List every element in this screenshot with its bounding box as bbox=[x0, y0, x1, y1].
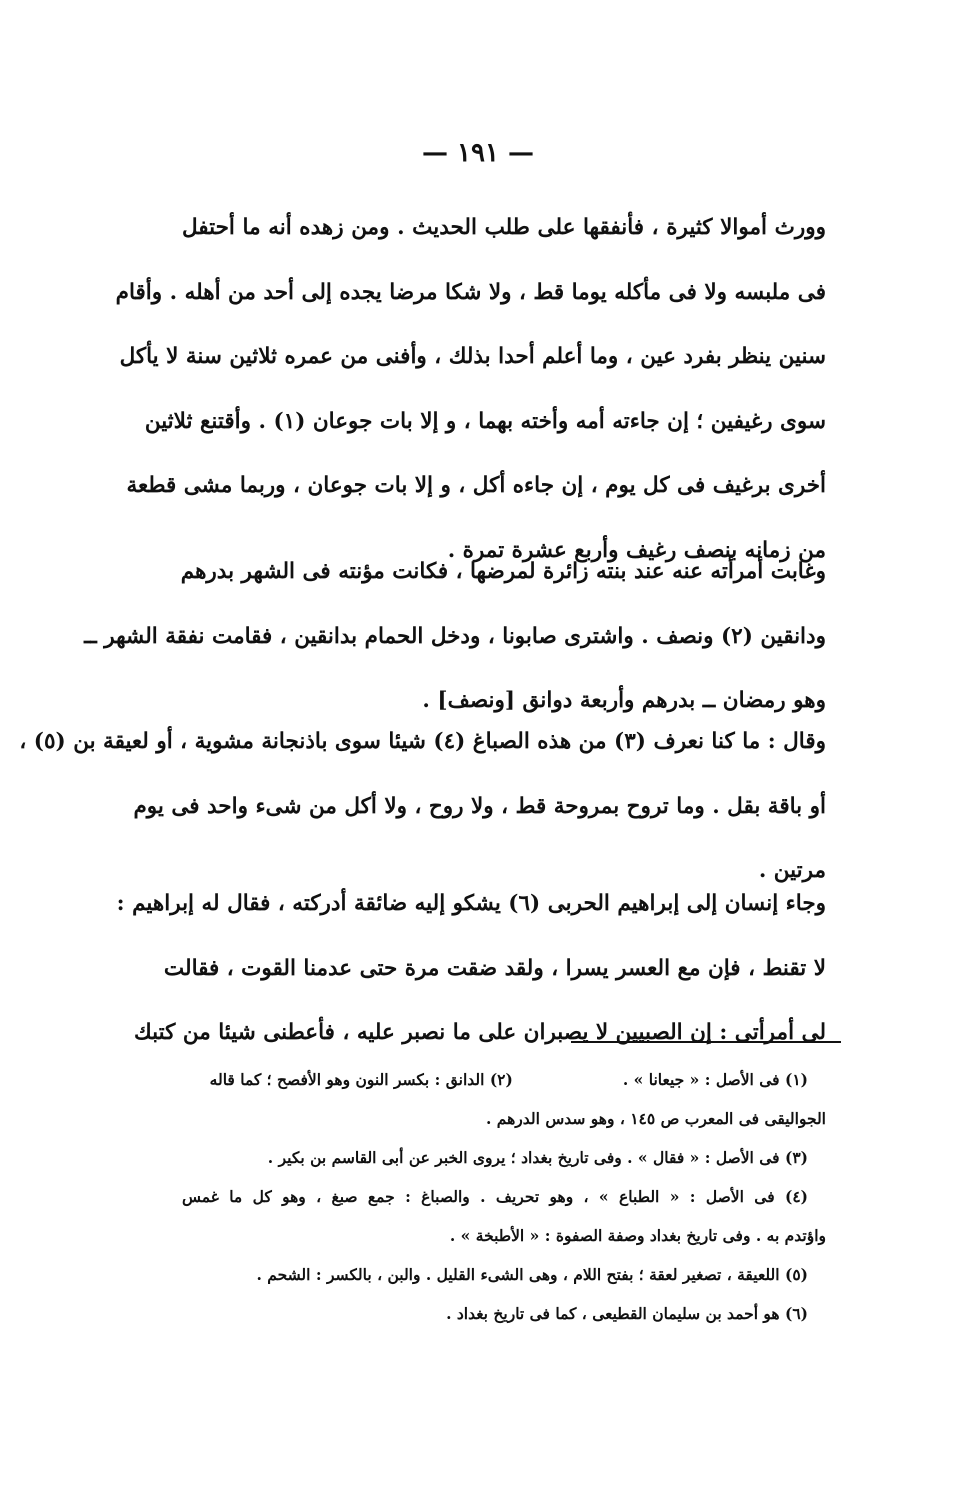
text-line: من زمانه بنصف رغيف وأربع عشرة تمرة . bbox=[447, 537, 826, 563]
text-line: وهو رمضان ــ بدرهم وأربعة دوانق [ونصف] . bbox=[422, 688, 826, 713]
text-line: سنين ينظر بفرد عين ، وما أعلم أحدا بذلك ، وأفنى من عمره ثلاثين سنة لا يأكل bbox=[119, 344, 826, 369]
footnote-3: (٣) فى الأصل : « فقال » . وفى تاريخ بغداد ؛ يروى الخبر عن أبى القاسم بن بكير . bbox=[267, 1148, 808, 1167]
text-line: فى ملبسه ولا فى مأكله يوما قط ، ولا شكا مرضا يجده إلى أحد من أهله . وأقام bbox=[115, 279, 826, 305]
text-line: ودانقين (٢) ونصف . واشترى صابونا ، ودخل الحمام بدانقين ، فقامت نفقة الشهر ــ bbox=[84, 623, 826, 649]
footnote-separator bbox=[571, 1041, 841, 1043]
paragraph-4 bbox=[116, 872, 826, 1066]
footnote-2: (٢) الدانق : بكسر النون وهو الأفصح ؛ كما قاله bbox=[209, 1070, 513, 1089]
footnote-4-continuation: واؤتدم به . وفى تاريخ بغداد وصفة الصفوة : « الأطبخة » . bbox=[449, 1226, 826, 1245]
text-line: وورث أموالا كثيرة ، فأنفقها على طلب الحديث . ومن زهده أنه ما أحتفل bbox=[182, 215, 826, 240]
footnote-6: (٦) هو أحمد بن سليمان القطيعى ، كما فى تاريخ بغداد . bbox=[446, 1304, 808, 1323]
footnote-5: (٥) اللعيقة ، تصغير لعقة ؛ بفتح اللام ، وهى الشىء القليل . والبن ، بالكسر : الشحم . bbox=[256, 1265, 808, 1284]
text-line: وقال : ما كنا نعرف (٣) من هذه الصباغ (٤) شيئا سوى باذنجانة مشوية ، أو لعيقة بن (٥) ، bbox=[19, 729, 826, 754]
footnote-2-continuation: الجواليقى فى المعرب ص ١٤٥ ، وهو سدس الدرهم . bbox=[486, 1109, 826, 1128]
text-line: لى أمرأتى : إن الصبيين لا يصبران على ما نصبر عليه ، فأعطنى شيئا من كتبك bbox=[134, 1020, 826, 1045]
text-line: وغابت أمرأته عنه عند بنته زائرة لمرضها ، فكانت مؤنته فى الشهر بدرهم bbox=[180, 559, 826, 584]
text-line: أخرى برغيف فى كل يوم ، إن جاءه أكل ، و إلا بات جوعان ، وربما مشى قطعة bbox=[126, 473, 826, 498]
footnotes bbox=[182, 1060, 826, 1333]
text-line: أو باقة بقل . وما تروح بمروحة قط ، ولا روح ، ولا أكل من شىء واحد فى يوم bbox=[133, 793, 826, 819]
page-number: — ١٩١ — bbox=[421, 138, 535, 168]
footnote-1: (١) فى الأصل : « جيعانا » . bbox=[622, 1070, 808, 1089]
footnote-4: (٤) فى الأصل : « الطباع » ، وهو تحريف . والصباغ : جمع صبغ ، وهو كل ما غمس bbox=[182, 1187, 808, 1206]
text-line: مرتين . bbox=[758, 858, 826, 883]
paragraph-1 bbox=[115, 196, 826, 583]
text-line: وجاء إنسان إلى إبراهيم الحربى (٦) يشكو إليه ضائقة أدركته ، فقال له إبراهيم : bbox=[116, 891, 826, 916]
paragraph-2 bbox=[84, 540, 826, 734]
text-line: لا تقنط ، فإن مع العسر يسرا ، ولقد ضقت مرة حتى عدمنا القوت ، فقالت bbox=[163, 955, 826, 981]
text-line: سوى رغيفين ؛ إن جاءته أمه وأخته بهما ، و إلا بات جوعان (١) . وأقتنع ثلاثين bbox=[144, 408, 826, 434]
footnote-line bbox=[182, 1060, 826, 1099]
